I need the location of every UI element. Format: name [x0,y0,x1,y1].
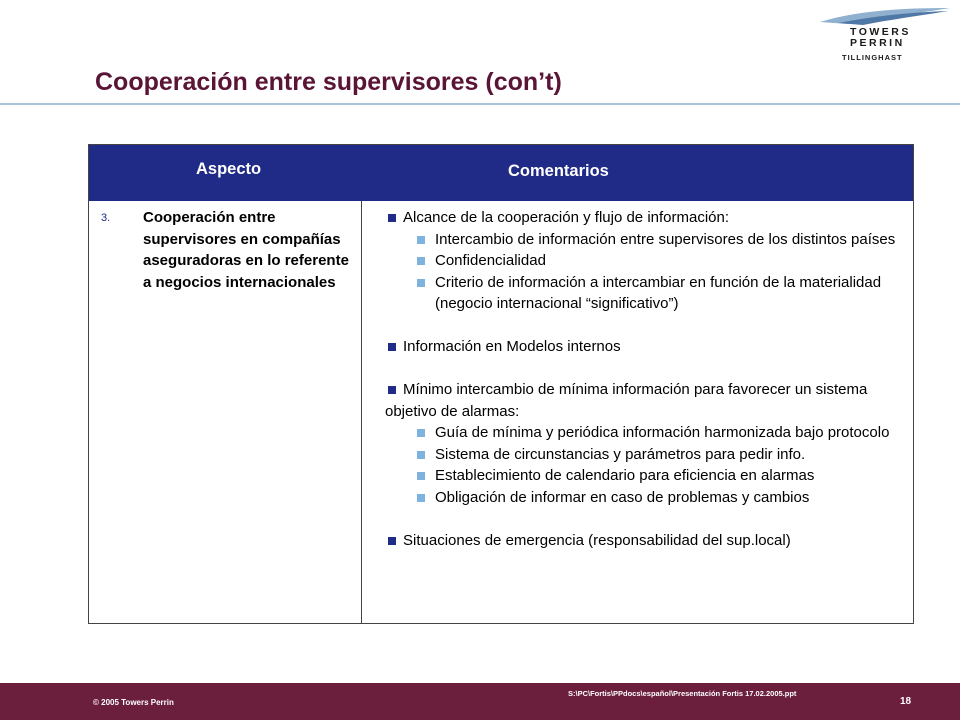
list-item: Confidencialidad [385,250,913,272]
list-item: Intercambio de información entre supervisores de los distintos países [385,229,913,251]
list-item: Mínimo intercambio de mínima información para favorecer un sistema objetivo de alarmas: [385,379,913,422]
page-number: 18 [900,696,912,707]
towers-perrin-logo [818,6,952,66]
logo-line-1: TOWERS [850,26,911,38]
slide-title: Cooperación entre supervisores (con’t) [95,68,562,96]
aspect-number: 3. [101,212,111,224]
list-item: Criterio de información a intercambiar en función de la materialidad (negocio internacional “significativo”) [385,272,913,315]
header-aspect: Aspecto [196,160,262,178]
comparison-table [88,144,914,624]
spacer [385,508,913,530]
comments-cell [385,207,913,551]
table-header [89,145,913,201]
spacer [385,358,913,380]
header-comments: Comentarios [508,162,609,180]
list-item: Situaciones de emergencia (responsabilidad del sup.local) [385,530,913,552]
footer-file-path: S:\PC\Fortis\PPdocs\español\Presentación Fortis 17.02.2005.ppt [568,689,797,698]
list-item: Obligación de informar en caso de problemas y cambios [385,487,913,509]
logo-line-2: PERRIN [850,37,905,49]
list-item: Información en Modelos internos [385,336,913,358]
logo-line-3: TILLINGHAST [842,53,903,62]
list-item: Sistema de circunstancias y parámetros para pedir info. [385,444,913,466]
footer-copyright: © 2005 Towers Perrin [93,698,174,707]
list-item: Guía de mínima y periódica información harmonizada bajo protocolo [385,422,913,444]
column-divider [361,201,362,624]
list-item: Establecimiento de calendario para eficiencia en alarmas [385,465,913,487]
title-rule [0,103,960,105]
spacer [385,315,913,337]
list-item: Alcance de la cooperación y flujo de información: [385,207,913,229]
aspect-text: Cooperación entre supervisores en compañías aseguradoras en lo referente a negocios internacionales [143,209,349,291]
footer-bar [0,683,960,720]
logo-wing-icon [818,6,952,26]
